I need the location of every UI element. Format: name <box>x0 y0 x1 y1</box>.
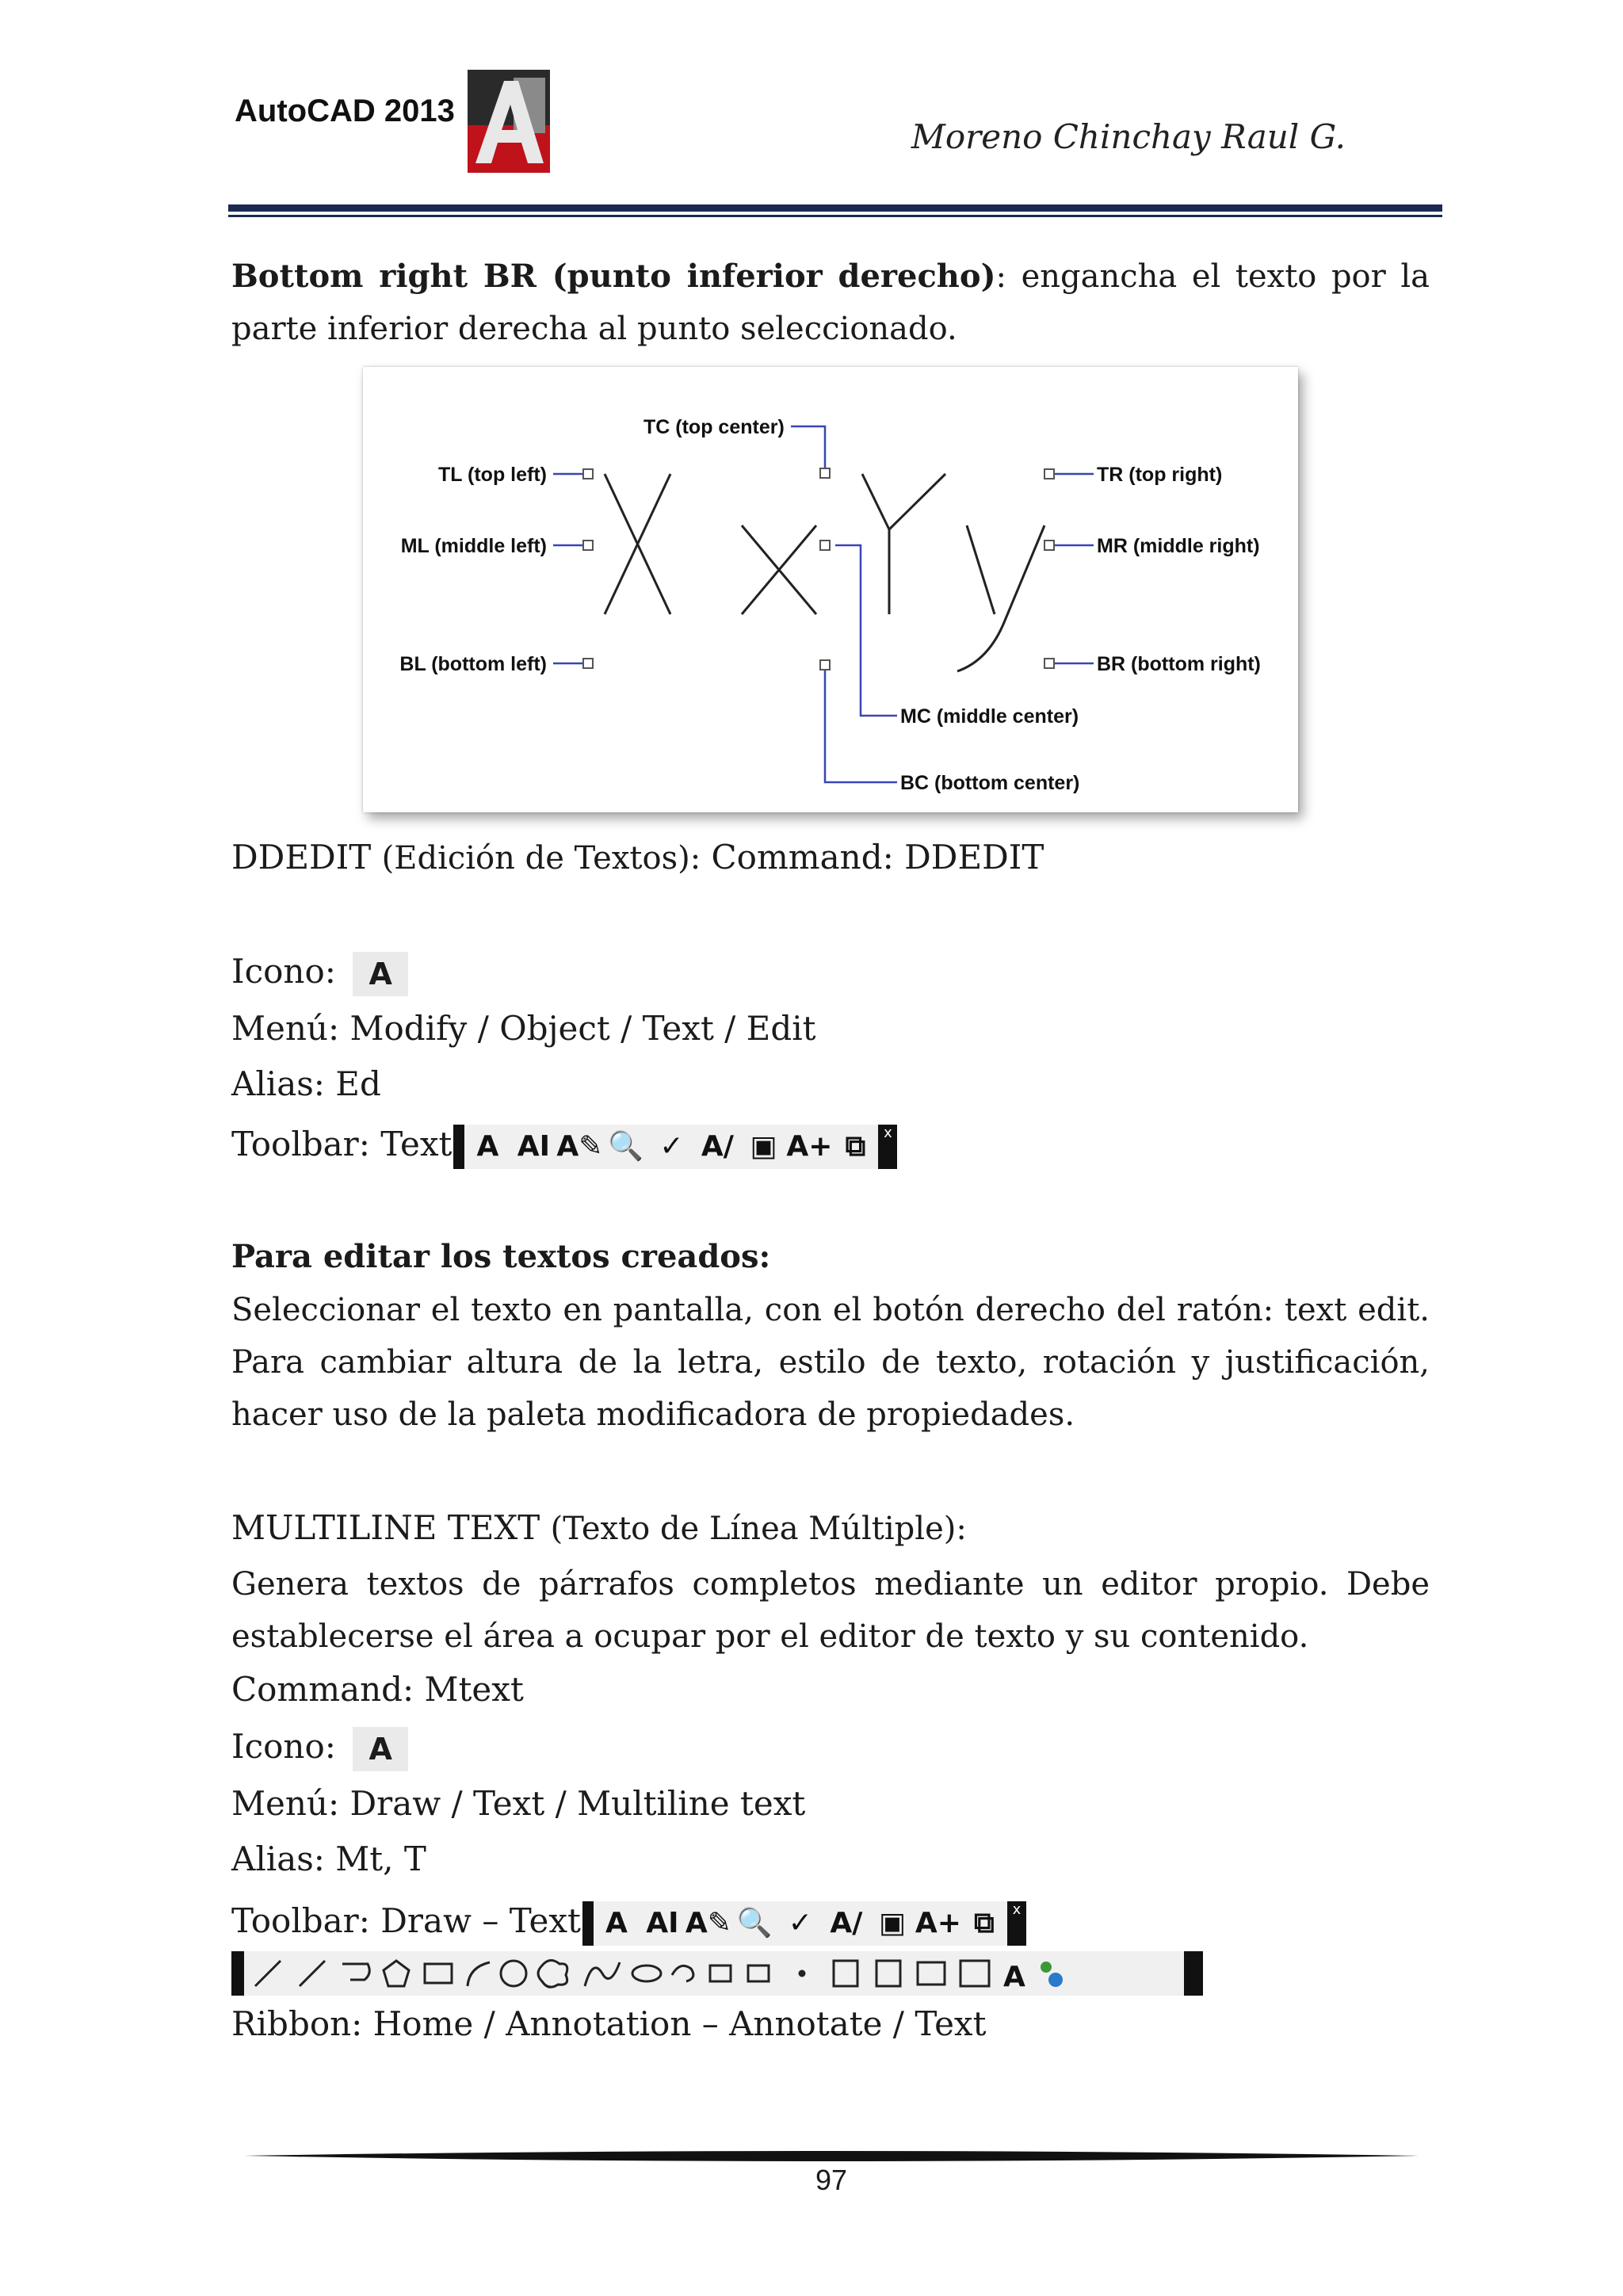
toolbar-icon: A✎ <box>556 1130 603 1163</box>
draw-toolbar-text-icon: A <box>1003 1961 1025 1993</box>
mtext-alias: Alias: Mt, T <box>231 1839 426 1878</box>
ddedit-heading-command: Command: DDEDIT <box>711 838 1044 877</box>
mtext-icono-line <box>231 1723 408 1771</box>
ddedit-heading <box>231 834 1044 882</box>
toolbar-grip <box>582 1901 594 1946</box>
toolbar-close-icon: x <box>878 1125 897 1169</box>
header-rule-thin <box>228 215 1442 217</box>
mtext-menu: Menú: Draw / Text / Multiline text <box>231 1784 806 1823</box>
mtext-body: Genera textos de párrafos completos mediante un editor propio. Debe establecerse el área a ocupar por el editor de texto y su contenido. <box>231 1566 1430 1655</box>
mtext-ribbon: Ribbon: Home / Annotation – Annotate / Text <box>231 2004 987 2043</box>
mtext-heading <box>231 1504 967 1553</box>
label-ml: ML (middle left) <box>400 535 547 557</box>
ddedit-toolbar-label: Toolbar: Text <box>231 1125 453 1163</box>
draw-toolbar <box>231 1951 1203 1996</box>
header-rule <box>228 204 1442 212</box>
ddedit-alias: Alias: Ed <box>231 1064 381 1103</box>
toolbar-icon: A <box>476 1130 499 1163</box>
multiline-text-icon: A <box>353 1727 408 1771</box>
toolbar-icon: ✓ <box>659 1130 684 1163</box>
mtext-heading-main: MULTILINE TEXT <box>231 1508 540 1547</box>
ddedit-toolbar-line <box>231 1121 897 1169</box>
mtext-toolbar-label: Toolbar: Draw – Text <box>231 1901 581 1940</box>
toolbar-icon: A/ <box>830 1907 863 1939</box>
toolbar-icon: ✓ <box>788 1907 812 1939</box>
text-toolbar <box>453 1125 897 1169</box>
mtext-command: Command: Mtext <box>231 1670 524 1709</box>
toolbar-icon: ⧉ <box>845 1130 866 1163</box>
autocad-logo <box>468 70 550 173</box>
toolbar-icon: A+ <box>915 1907 961 1939</box>
label-bc: BC (bottom center) <box>900 772 1080 794</box>
mtext-icono-label: Icono: <box>231 1727 336 1766</box>
toolbar-grip <box>453 1125 464 1169</box>
author-name: Moreno Chinchay Raul G. <box>911 117 1346 156</box>
toolbar-icon: ▣ <box>750 1130 777 1163</box>
label-tl: TL (top left) <box>438 464 547 486</box>
ddedit-icono-line <box>231 948 408 996</box>
ddedit-subheading: Para editar los textos creados: <box>231 1238 771 1275</box>
label-br: BR (bottom right) <box>1097 653 1261 675</box>
intro-text: : engancha el texto por la parte inferior derecha al punto seleccionado. <box>231 258 1430 347</box>
page-number: 97 <box>815 2164 848 2196</box>
edit-text-icon: A <box>353 952 408 996</box>
label-tr: TR (top right) <box>1097 464 1223 486</box>
toolbar-icon: AI <box>646 1907 679 1939</box>
toolbar-icon: ⧉ <box>974 1907 995 1939</box>
mtext-heading-paren: (Texto de Línea Múltiple): <box>550 1511 967 1547</box>
text-toolbar-2 <box>582 1901 1026 1946</box>
intro-term: Bottom right BR (punto inferior derecho) <box>231 258 996 295</box>
toolbar-icon: A+ <box>786 1130 833 1163</box>
label-bl: BL (bottom left) <box>399 653 547 675</box>
label-mc: MC (middle center) <box>900 705 1079 728</box>
toolbar-icon: AI <box>517 1130 551 1163</box>
book-title: AutoCAD 2013 <box>235 94 455 128</box>
toolbar-close-icon: x <box>1007 1901 1026 1946</box>
toolbar-icon: 🔍 <box>608 1130 643 1163</box>
ddedit-heading-main: DDEDIT <box>231 838 372 877</box>
toolbar-icon: 🔍 <box>736 1907 773 1939</box>
footer-rule <box>244 2148 1419 2165</box>
justification-diagram <box>363 367 1298 812</box>
toolbar-icon: A✎ <box>685 1907 731 1939</box>
intro-paragraph <box>231 250 1430 355</box>
toolbar-icon: ▣ <box>878 1907 906 1939</box>
ddedit-heading-paren: (Edición de Textos): <box>381 840 701 877</box>
toolbar-icon: A/ <box>701 1130 734 1163</box>
ddedit-icono-label: Icono: <box>231 952 336 991</box>
toolbar-icon: A <box>605 1907 628 1939</box>
label-mr: MR (middle right) <box>1097 535 1260 557</box>
label-tc: TC (top center) <box>643 416 785 438</box>
mtext-toolbar-line <box>231 1897 1026 1946</box>
ddedit-body: Seleccionar el texto en pantalla, con el botón derecho del ratón: text edit. Para cambiar altura de la letra, estilo de texto, rotación y justificación, hacer uso de la paleta modificadora de propiedades. <box>231 1292 1430 1433</box>
ddedit-menu: Menú: Modify / Object / Text / Edit <box>231 1009 816 1048</box>
